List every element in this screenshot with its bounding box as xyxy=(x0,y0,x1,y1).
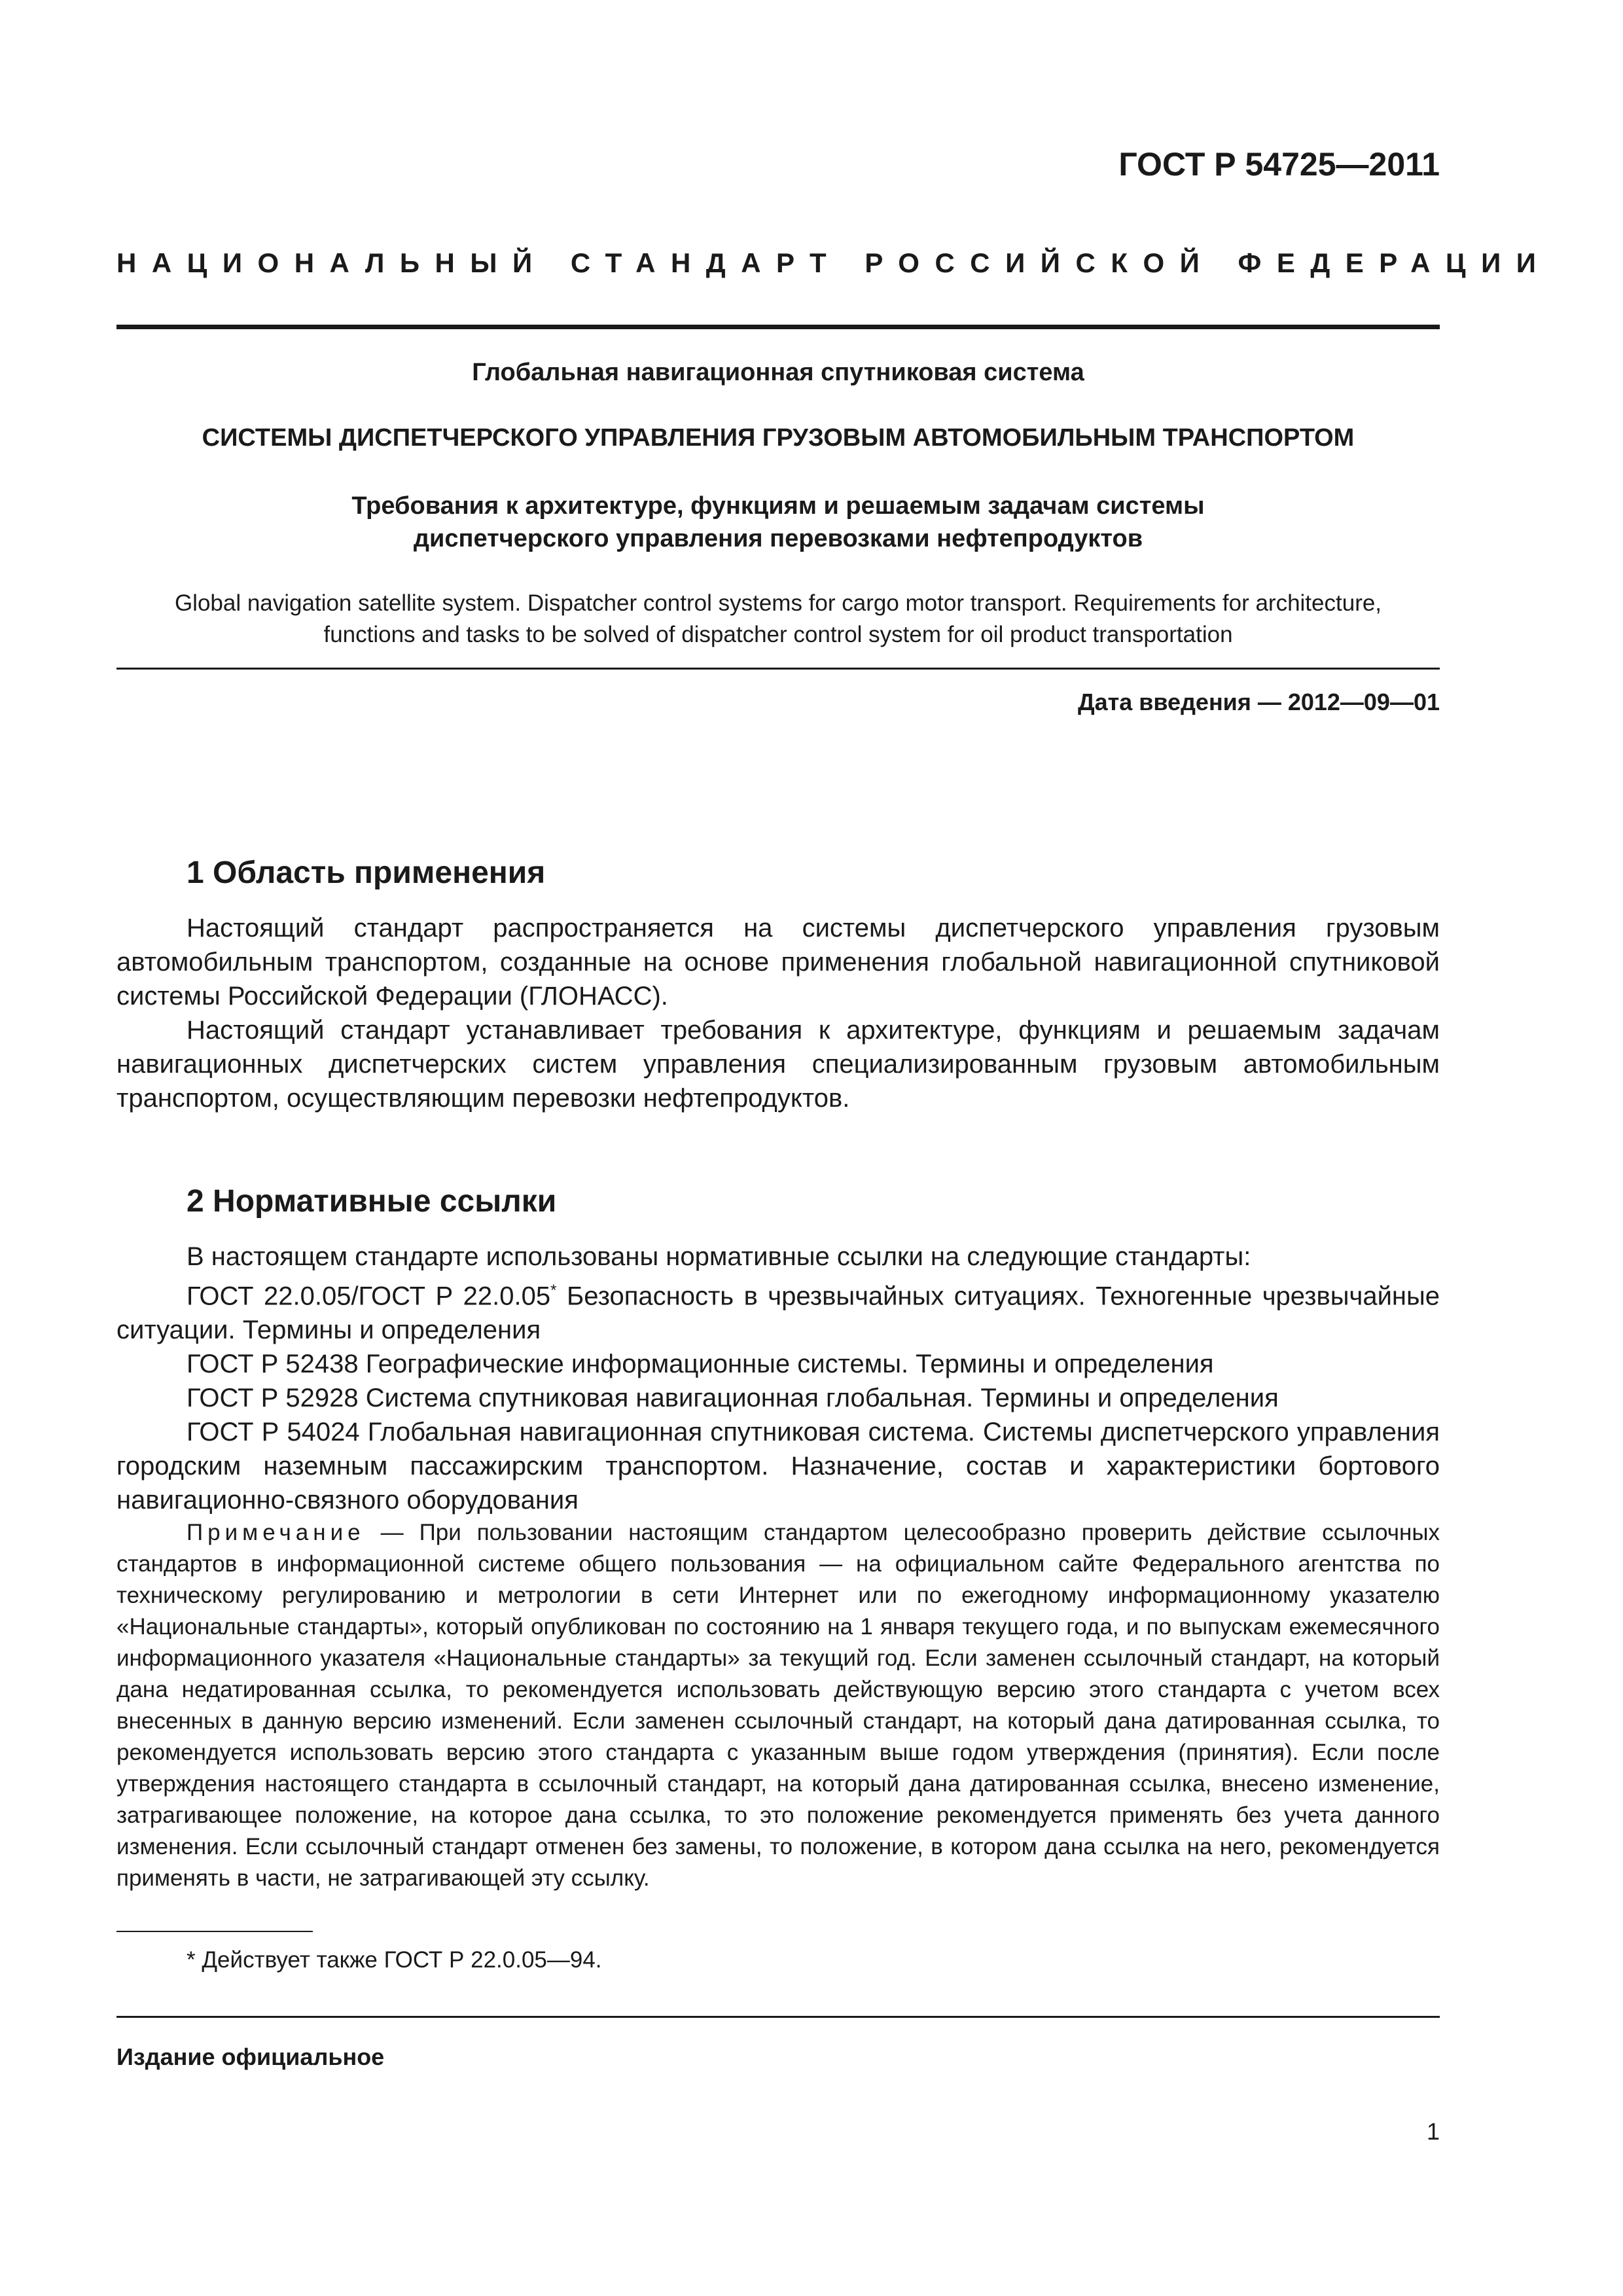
national-standard-header: НАЦИОНАЛЬНЫЙ СТАНДАРТ РОССИЙСКОЙ ФЕДЕРАЦИИ xyxy=(116,247,1552,278)
header-rule xyxy=(116,325,1440,329)
page-number: 1 xyxy=(1426,2118,1440,2145)
references-note xyxy=(116,1517,1440,1894)
section-1-paragraph-1: Настоящий стандарт распространяется на системы диспетчерского управления грузовым автомобильным транспортом, созданные на основе применения глобальной навигационной спутниковой системы Российской Федерации (ГЛОНАСС). xyxy=(116,914,1440,1011)
references-intro: В настоящем стандарте использованы нормативные ссылки на следующие стандарты: xyxy=(187,1242,1251,1271)
title-subtitle-line-2: диспетчерского управления перевозками нефтепродуктов xyxy=(413,525,1143,552)
reference-title: Безопасность в чрезвычайных ситуациях. Техногенные чрезвычайные ситуации. Термины и определения xyxy=(116,1282,1440,1345)
title-english xyxy=(116,588,1440,651)
reference-code: ГОСТ Р 52928 xyxy=(187,1384,359,1413)
section-1-heading: 1 Область применения xyxy=(187,855,546,890)
note-label: Примечание xyxy=(187,1520,365,1545)
reference-code: ГОСТ 22.0.05/ГОСТ Р 22.0.05 xyxy=(187,1282,551,1311)
note-body: — При пользовании настоящим стандартом целесообразно проверить действие ссылочных стандартов в информационной системе общего пользования — на официальном сайте Федерального агентства по техническому регулированию и метрологии в сети Интернет или по ежегодному информационному указателю «Национальные стандарты», который опубликован по состоянию на 1 января текущего года, и по выпускам ежемесячного информационного указателя «Национальные стандарты» за текущий год. Если заменен ссылочный стандарт, на который дана недатированная ссылка, то рекомендуется использовать действующую версию этого стандарта с учетом всех внесенных в данную версию изменений. Если заменен ссылочный стандарт, на который дана датированная ссылка, то рекомендуется использовать версию этого стандарта с указанным выше годом утверждения (принятия). Если после утверждения настоящего стандарта в ссылочный стандарт, на который дана датированная ссылка, внесено изменение, затрагивающее положение, на которое дана ссылка, то это положение рекомендуется применять без учета данного изменения. Если ссылочный стандарт отменен без замены, то положение, в котором дана ссылка на него, рекомендуется применять в части, не затрагивающей эту ссылку. xyxy=(116,1520,1440,1891)
title-rule xyxy=(116,668,1440,670)
section-2-body xyxy=(116,1240,1440,1517)
document-number: ГОСТ Р 54725—2011 xyxy=(1118,146,1440,183)
section-1-paragraph-2: Настоящий стандарт устанавливает требования к архитектуре, функциям и решаемым задачам навигационных диспетчерских систем управления специализированным грузовым автомобильным транспортом, осуществляющим перевозки нефтепродуктов. xyxy=(116,1016,1440,1113)
reference-code: ГОСТ Р 54024 xyxy=(187,1418,360,1447)
footnote: * Действует также ГОСТ Р 22.0.05—94. xyxy=(187,1947,602,1973)
title-subtitle-line-1: Требования к архитектуре, функциям и решаемым задачам системы xyxy=(351,492,1205,520)
introduction-date: Дата введения — 2012—09—01 xyxy=(1077,689,1440,715)
reference-item xyxy=(116,1347,1440,1381)
reference-title: Система спутниковая навигационная глобальная. Термины и определения xyxy=(358,1384,1279,1413)
reference-title: Географические информационные системы. Термины и определения xyxy=(358,1350,1214,1379)
footnote-rule xyxy=(116,1931,313,1932)
section-1-body xyxy=(116,911,1440,1115)
section-2-heading: 2 Нормативные ссылки xyxy=(187,1184,557,1219)
reference-item xyxy=(116,1381,1440,1415)
reference-title: Глобальная навигационная спутниковая система. Системы диспетчерского управления городским наземным пассажирским транспортом. Назначение, состав и характеристики бортового навигационно-связного оборудования xyxy=(116,1418,1440,1515)
reference-code: ГОСТ Р 52438 xyxy=(187,1350,359,1379)
reference-item xyxy=(116,1415,1440,1517)
title-system: Глобальная навигационная спутниковая система xyxy=(472,359,1084,386)
title-english-line-2: functions and tasks to be solved of dispatcher control system for oil product transportation xyxy=(323,622,1233,647)
footer-rule xyxy=(116,2016,1440,2018)
title-subtitle xyxy=(116,490,1440,555)
title-english-line-1: Global navigation satellite system. Dispatcher control systems for cargo motor transport. Requirements for architecture, xyxy=(174,590,1382,616)
title-main: СИСТЕМЫ ДИСПЕТЧЕРСКОГО УПРАВЛЕНИЯ ГРУЗОВЫМ АВТОМОБИЛЬНЫМ ТРАНСПОРТОМ xyxy=(202,424,1355,452)
edition-label: Издание официальное xyxy=(116,2043,385,2070)
footnote-mark: * xyxy=(550,1282,557,1299)
reference-item xyxy=(116,1274,1440,1347)
